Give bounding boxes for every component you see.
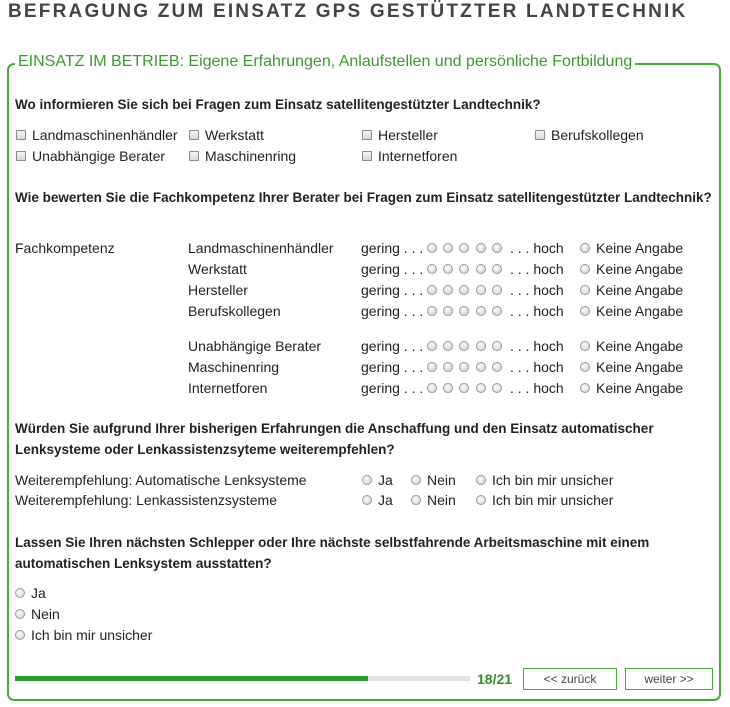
rating-radio-4[interactable] <box>476 362 486 372</box>
rating-radio-4[interactable] <box>476 306 486 316</box>
rating-high-label: . . . hoch <box>510 240 564 256</box>
rating-radio-4[interactable] <box>476 383 486 393</box>
matrix-row-label: Fachkompetenz <box>15 240 115 256</box>
rating-radio-3[interactable] <box>459 264 469 274</box>
rating-high-label: . . . hoch <box>510 338 564 354</box>
progress-label: 18/21 <box>477 671 513 687</box>
rating-radio-2[interactable] <box>443 243 453 253</box>
radio-steering-nein[interactable] <box>15 609 25 619</box>
rating-no-answer-radio[interactable] <box>580 285 590 295</box>
radio-auto-ja[interactable] <box>362 475 372 485</box>
checkbox-internetforen[interactable] <box>362 151 372 161</box>
rating-no-answer-label: Keine Angabe <box>596 338 684 354</box>
radio-label: Ich bin mir unsicher <box>492 492 614 508</box>
rating-no-answer-label: Keine Angabe <box>596 359 684 375</box>
rating-radio-2[interactable] <box>443 264 453 274</box>
checkbox-berufskollegen[interactable] <box>535 130 545 140</box>
rating-radio-5[interactable] <box>492 362 502 372</box>
rating-radio-3[interactable] <box>459 341 469 351</box>
rating-high-label: . . . hoch <box>510 261 564 277</box>
radio-auto-unsicher[interactable] <box>476 475 486 485</box>
rating-radio-1[interactable] <box>427 285 437 295</box>
checkbox-unabhaengige-berater[interactable] <box>16 151 26 161</box>
rating-low-label: gering . . . <box>361 303 424 319</box>
radio-assist-unsicher[interactable] <box>476 495 486 505</box>
rating-item-label: Internetforen <box>188 380 268 396</box>
rating-item-label: Maschinenring <box>188 359 280 375</box>
page-title: BEFRAGUNG ZUM EINSATZ GPS GESTÜTZTER LANDTECHNIK <box>8 1 688 22</box>
radio-auto-nein[interactable] <box>411 475 421 485</box>
rating-high-label: . . . hoch <box>510 282 564 298</box>
rating-radio-5[interactable] <box>492 264 502 274</box>
rating-radio-2[interactable] <box>443 362 453 372</box>
rating-no-answer-radio[interactable] <box>580 264 590 274</box>
radio-label: Ja <box>378 472 393 488</box>
rating-high-label: . . . hoch <box>510 303 564 319</box>
checkbox-label: Landmaschinenhändler <box>32 127 178 143</box>
rating-low-label: gering . . . <box>361 359 424 375</box>
rating-item-label: Berufskollegen <box>188 303 281 319</box>
radio-label: Nein <box>427 492 456 508</box>
rating-radio-4[interactable] <box>476 285 486 295</box>
rating-radio-4[interactable] <box>476 341 486 351</box>
progress-fill <box>15 676 368 681</box>
rating-no-answer-radio[interactable] <box>580 341 590 351</box>
checkbox-label: Unabhängige Berater <box>32 148 166 164</box>
checkbox-landmaschinenhaendler[interactable] <box>16 130 26 140</box>
rating-radio-3[interactable] <box>459 383 469 393</box>
rating-radio-3[interactable] <box>459 243 469 253</box>
recommend-row-label: Weiterempfehlung: Automatische Lenksysteme <box>15 472 307 488</box>
rating-low-label: gering . . . <box>361 261 424 277</box>
checkbox-hersteller[interactable] <box>362 130 372 140</box>
radio-label: Nein <box>31 606 60 622</box>
rating-radio-1[interactable] <box>427 341 437 351</box>
rating-no-answer-label: Keine Angabe <box>596 380 684 396</box>
back-button[interactable]: << zurück <box>523 668 617 690</box>
rating-radio-2[interactable] <box>443 306 453 316</box>
rating-radio-5[interactable] <box>492 243 502 253</box>
rating-item-label: Landmaschinenhändler <box>188 240 334 256</box>
radio-label: Ich bin mir unsicher <box>31 627 153 643</box>
checkbox-maschinenring[interactable] <box>189 151 199 161</box>
radio-steering-ja[interactable] <box>15 588 25 598</box>
radio-assist-nein[interactable] <box>411 495 421 505</box>
rating-no-answer-label: Keine Angabe <box>596 240 684 256</box>
radio-label: Ja <box>31 585 46 601</box>
question-3: Würden Sie aufgrund Ihrer bisherigen Erfahrungen die Anschaffung und den Einsatz automatischer Lenksysteme oder Lenkassistenzsyteme weiterempfehlen? <box>15 421 654 457</box>
rating-no-answer-radio[interactable] <box>580 383 590 393</box>
rating-low-label: gering . . . <box>361 380 424 396</box>
rating-radio-5[interactable] <box>492 341 502 351</box>
checkbox-werkstatt[interactable] <box>189 130 199 140</box>
question-2: Wie bewerten Sie die Fachkompetenz Ihrer Berater bei Fragen zum Einsatz satellitengestützter Landtechnik? <box>15 190 712 205</box>
rating-radio-1[interactable] <box>427 243 437 253</box>
rating-no-answer-label: Keine Angabe <box>596 261 684 277</box>
rating-radio-4[interactable] <box>476 243 486 253</box>
question-1: Wo informieren Sie sich bei Fragen zum Einsatz satellitengestützter Landtechnik? <box>15 97 541 112</box>
question-4: Lassen Sie Ihren nächsten Schlepper oder Ihre nächste selbstfahrende Arbeitsmaschine mit einem automatischen Lenksystem ausstatten? <box>15 535 650 571</box>
radio-steering-unsicher[interactable] <box>15 630 25 640</box>
rating-radio-1[interactable] <box>427 362 437 372</box>
rating-no-answer-radio[interactable] <box>580 306 590 316</box>
rating-item-label: Hersteller <box>188 282 248 298</box>
rating-radio-5[interactable] <box>492 383 502 393</box>
rating-no-answer-radio[interactable] <box>580 362 590 372</box>
rating-radio-4[interactable] <box>476 264 486 274</box>
rating-radio-1[interactable] <box>427 383 437 393</box>
rating-radio-2[interactable] <box>443 285 453 295</box>
rating-item-label: Unabhängige Berater <box>188 338 322 354</box>
rating-radio-5[interactable] <box>492 306 502 316</box>
checkbox-label: Internetforen <box>378 148 458 164</box>
radio-assist-ja[interactable] <box>362 495 372 505</box>
rating-radio-1[interactable] <box>427 306 437 316</box>
rating-high-label: . . . hoch <box>510 380 564 396</box>
rating-high-label: . . . hoch <box>510 359 564 375</box>
rating-no-answer-label: Keine Angabe <box>596 282 684 298</box>
recommend-row-label: Weiterempfehlung: Lenkassistenzsysteme <box>15 492 277 508</box>
rating-low-label: gering . . . <box>361 240 424 256</box>
rating-low-label: gering . . . <box>361 282 424 298</box>
checkbox-label: Berufskollegen <box>551 127 644 143</box>
next-button[interactable]: weiter >> <box>625 668 713 690</box>
radio-label: Ich bin mir unsicher <box>492 472 614 488</box>
rating-no-answer-radio[interactable] <box>580 243 590 253</box>
rating-radio-2[interactable] <box>443 341 453 351</box>
rating-radio-3[interactable] <box>459 306 469 316</box>
rating-radio-3[interactable] <box>459 362 469 372</box>
checkbox-label: Maschinenring <box>205 148 297 164</box>
checkbox-label: Werkstatt <box>205 127 264 143</box>
rating-radio-3[interactable] <box>459 285 469 295</box>
rating-item-label: Werkstatt <box>188 261 247 277</box>
radio-label: Ja <box>378 492 393 508</box>
checkbox-label: Hersteller <box>378 127 438 143</box>
progress-bar <box>15 676 470 681</box>
rating-radio-2[interactable] <box>443 383 453 393</box>
section-legend: EINSATZ IM BETRIEB: Eigene Erfahrungen, Anlaufstellen und persönliche Fortbildung <box>15 53 635 71</box>
rating-radio-5[interactable] <box>492 285 502 295</box>
rating-radio-1[interactable] <box>427 264 437 274</box>
radio-label: Nein <box>427 472 456 488</box>
rating-no-answer-label: Keine Angabe <box>596 303 684 319</box>
rating-low-label: gering . . . <box>361 338 424 354</box>
